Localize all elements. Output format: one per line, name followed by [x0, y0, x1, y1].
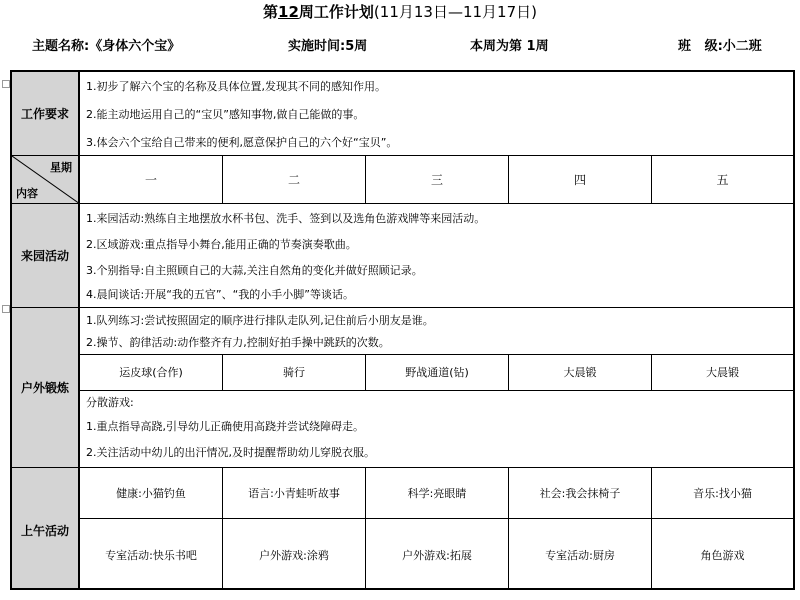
title-prefix: 第 — [263, 3, 279, 21]
arrival-item: 2.区域游戏:重点指导小舞台,能用正确的节奏演奏歌曲。 — [86, 238, 357, 251]
games-item: 2.关注活动中幼儿的出汗情况,及时提醒帮助幼儿穿脱衣服。 — [86, 446, 375, 459]
arrival-item: 1.来园活动:熟练自主地摆放水杯书包、洗手、签到以及选角色游戏牌等来园活动。 — [86, 212, 486, 225]
morning-mon-2: 专室活动:快乐书吧 — [80, 518, 223, 590]
implementation-time: 实施时间:5周 — [288, 39, 368, 54]
current-week: 本周为第 1周 — [470, 39, 549, 54]
daily-outdoor-row — [80, 354, 793, 390]
morning-fri-1: 音乐:找小猫 — [693, 487, 752, 500]
morning-thu-1: 社会:我会抹椅子 — [509, 468, 652, 518]
theme-name: 主题名称:《身体六个宝》 — [32, 39, 181, 54]
row-header: 户外锻炼 — [12, 308, 80, 467]
morning-row-2 — [80, 518, 793, 590]
arrival-activities-row — [12, 204, 793, 308]
morning-tue-1: 语言:小青蛙听故事 — [223, 468, 366, 518]
weekday-tue: 二 — [223, 156, 366, 203]
morning-wed-1: 科学:亮眼睛 — [366, 468, 509, 518]
outdoor-item: 2.操节、韵律活动:动作整齐有力,控制好拍手操中跳跃的次数。 — [86, 336, 390, 349]
games-item: 1.重点指导高跷,引导幼儿正确使用高跷并尝试绕障碍走。 — [86, 420, 364, 433]
divider — [80, 390, 793, 391]
class-name: 班 级:小二班 — [678, 39, 762, 54]
row-marker — [2, 305, 10, 313]
row-header: 工作要求 — [12, 72, 80, 155]
morning-row-1 — [80, 468, 793, 518]
arrival-item: 4.晨间谈话:开展“我的五官”、“我的小手小脚”等谈话。 — [86, 288, 354, 301]
morning-activities-row — [12, 468, 793, 590]
outdoor-mon: 运皮球(合作) — [80, 354, 223, 390]
outdoor-wed: 野战通道(钻) — [366, 354, 509, 390]
corner-cell — [12, 156, 80, 203]
row-marker — [2, 80, 10, 88]
outdoor-tue: 骑行 — [223, 354, 366, 390]
row-header: 来园活动 — [12, 204, 80, 307]
arrival-item: 3.个别指导:自主照顾自己的大蒜,关注自然角的变化并做好照顾记录。 — [86, 264, 423, 277]
morning-wed-2: 户外游戏:拓展 — [366, 518, 509, 590]
morning-fri-2: 角色游戏 — [700, 549, 745, 562]
week-number: 12 — [278, 3, 299, 21]
weekday-wed: 三 — [366, 156, 509, 203]
weekday-mon: 一 — [80, 156, 223, 203]
page-title — [0, 2, 800, 22]
outdoor-fri: 大晨锻 — [706, 366, 739, 379]
outdoor-exercise-row — [12, 308, 793, 468]
requirement-item: 3.体会六个宝给自己带来的便利,愿意保护自己的六个好“宝贝”。 — [86, 136, 398, 149]
outdoor-thu: 大晨锻 — [509, 354, 652, 390]
plan-table — [10, 70, 795, 590]
morning-tue-2: 户外游戏:涂鸦 — [223, 518, 366, 590]
requirement-item: 1.初步了解六个宝的名称及具体位置,发现其不同的感知作用。 — [86, 80, 386, 93]
outdoor-item: 1.队列练习:尝试按照固定的顺序进行排队走队列,记住前后小朋友是谁。 — [86, 314, 434, 327]
work-requirements-row — [12, 72, 793, 156]
morning-thu-2: 专室活动:厨房 — [509, 518, 652, 590]
title-suffix: 周工作计划 — [298, 3, 374, 21]
games-title: 分散游戏: — [86, 396, 134, 409]
weekday-thu: 四 — [509, 156, 652, 203]
row-header: 上午活动 — [12, 468, 80, 590]
date-range: (11月13日—11月17日) — [373, 3, 537, 21]
requirement-item: 2.能主动地运用自己的“宝贝”感知事物,做自己能做的事。 — [86, 108, 365, 121]
weekday-corner-label: 星期 — [50, 161, 72, 174]
weekday-header-row — [12, 156, 793, 204]
morning-mon-1: 健康:小猫钓鱼 — [80, 468, 223, 518]
content-corner-label: 内容 — [16, 187, 38, 200]
weekday-fri: 五 — [716, 173, 729, 187]
